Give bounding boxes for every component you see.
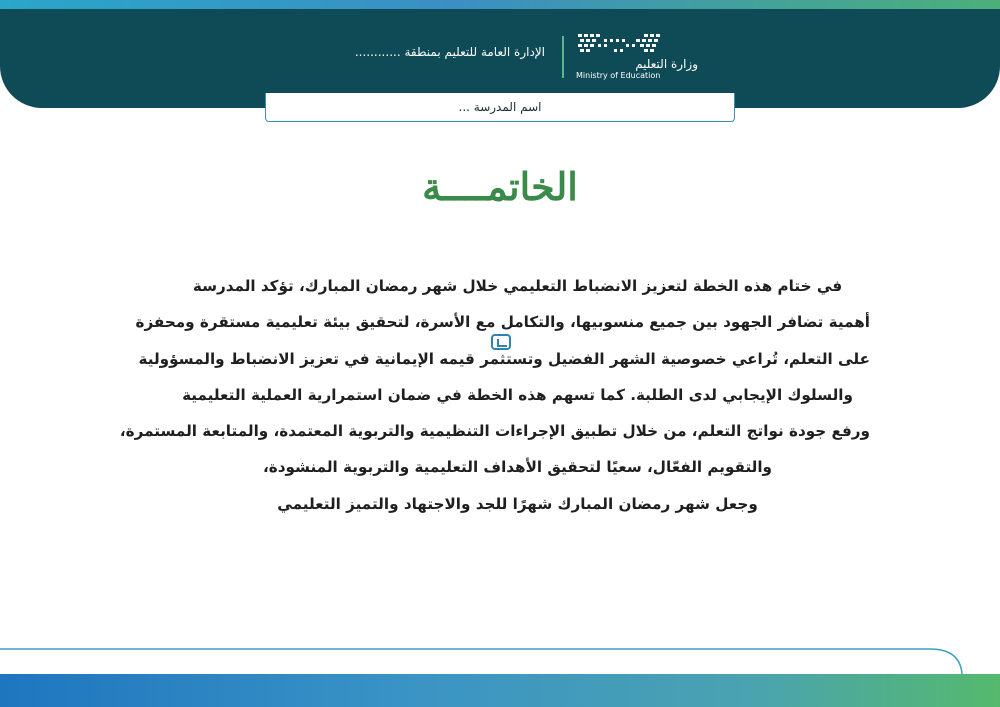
education-directorate-line: الإدارة العامة للتعليم بمنطقة ............ bbox=[354, 45, 545, 59]
paragraph-line: ورفع جودة نواتج التعلم، من خلال تطبيق الإجراءات التنظيمية والتربوية المعتمدة، والمتابعة المستمرة، bbox=[119, 422, 870, 441]
paragraph-line: في ختام هذه الخطة لتعزيز الانضباط التعليمي خلال شهر رمضان المبارك، تؤكد المدرسة bbox=[192, 277, 843, 295]
watermark-logo bbox=[485, 334, 517, 374]
logo-english-text: Ministry of Education bbox=[576, 71, 661, 80]
school-name: اسم المدرسة ... bbox=[458, 100, 542, 114]
watermark-icon bbox=[491, 334, 511, 350]
conclusion-paragraph bbox=[119, 268, 870, 522]
logo-divider bbox=[562, 36, 564, 78]
paragraph-line: أهمية تضافر الجهود بين جميع منسوبيها، والتكامل مع الأسرة، لتحقيق بيئة تعليمية مستقرة ومحفزة bbox=[135, 313, 870, 332]
top-accent-strip bbox=[0, 0, 1000, 9]
footer-band bbox=[0, 674, 1000, 707]
paragraph-line: على التعلم، تُراعي خصوصية الشهر الفضيل وتستثمر قيمه الإيمانية في تعزيز الانضباط والمسؤولية bbox=[138, 349, 870, 368]
page-title: الخاتمــــة bbox=[422, 164, 578, 209]
school-name-tab bbox=[265, 93, 735, 122]
paragraph-line: والتقويم الفعّال، سعيًا لتحقيق الأهداف التعليمية والتربوية المنشودة، bbox=[262, 458, 773, 477]
logo-arabic-text: وزارة التعليم bbox=[635, 57, 698, 71]
paragraph-line: وجعل شهر رمضان المبارك شهرًا للجد والاجتهاد والتميز التعليمي bbox=[277, 494, 758, 513]
paragraph-line: والسلوك الإيجابي لدى الطلبة. كما تسهم هذه الخطة في ضمان استمرارية العملية التعليمية bbox=[182, 385, 853, 404]
ministry-of-education-logo bbox=[574, 32, 702, 80]
